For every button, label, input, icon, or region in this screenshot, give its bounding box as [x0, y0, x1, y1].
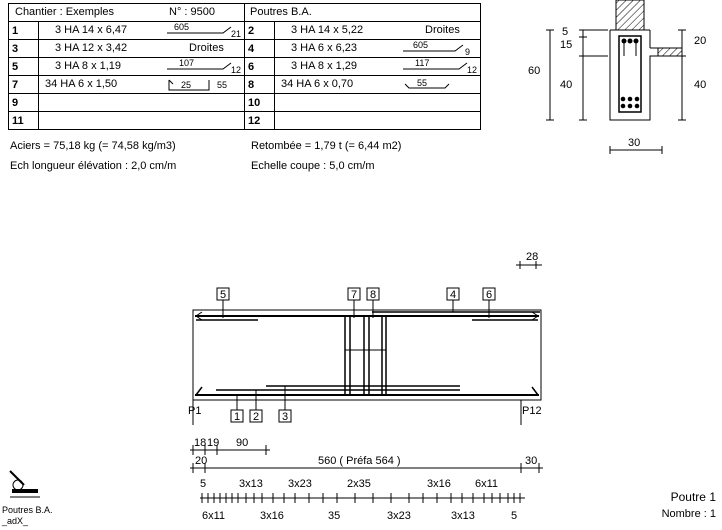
section-scale: Echelle coupe : 5,0 cm/m: [251, 160, 375, 172]
bar-number: 11: [9, 112, 39, 130]
svg-text:3x23: 3x23: [387, 510, 411, 522]
svg-text:3: 3: [282, 411, 289, 423]
bar-description: 34 HA 6 x 1,50 25 55: [39, 76, 245, 94]
svg-text:1: 1: [234, 411, 241, 423]
svg-text:30: 30: [628, 137, 641, 149]
support-left: P1: [188, 405, 202, 417]
svg-text:605: 605: [413, 40, 429, 50]
svg-text:3x13: 3x13: [239, 478, 263, 490]
svg-text:6x11: 6x11: [475, 478, 499, 490]
svg-text:18: 18: [194, 437, 207, 449]
bar-description: [39, 112, 245, 130]
bar-number: 7: [9, 76, 39, 94]
svg-text:20: 20: [195, 455, 208, 467]
bar-number: 1: [9, 22, 39, 40]
bar-number: 3: [9, 40, 39, 58]
bar-description: 3 HA 14 x 5,22 Droites: [275, 22, 481, 40]
beam-count: Nombre : 1: [661, 508, 716, 520]
bar-number: 10: [245, 94, 275, 112]
svg-text:3x16: 3x16: [260, 510, 284, 522]
header-title-cell: [245, 4, 481, 22]
svg-text:21: 21: [231, 29, 242, 39]
bar-description: 3 HA 6 x 6,23 605 9: [275, 40, 481, 58]
svg-text:5: 5: [220, 289, 227, 301]
svg-text:107: 107: [179, 58, 195, 68]
bar-number: 6: [245, 58, 275, 76]
bar-description: [275, 112, 481, 130]
svg-text:30: 30: [525, 455, 538, 467]
steel-weight: Aciers = 75,18 kg (= 74,58 kg/m3): [10, 140, 176, 152]
support-right: P12: [522, 405, 542, 417]
bar-shape-1: [159, 22, 244, 39]
tag-6: [483, 288, 495, 301]
bar-number: 9: [9, 94, 39, 112]
steel-schedule-table: [8, 3, 481, 130]
bar-number: 4: [245, 40, 275, 58]
svg-text:5: 5: [200, 478, 207, 490]
bar-description: 34 HA 6 x 0,70 55: [275, 76, 481, 94]
svg-text:55: 55: [217, 80, 228, 90]
svg-text:90: 90: [236, 437, 249, 449]
tag-3: [279, 410, 291, 423]
bar-shape-8: [395, 76, 480, 93]
svg-text:55: 55: [417, 78, 428, 88]
bar-shape-5: [159, 58, 244, 75]
svg-text:6: 6: [486, 289, 493, 301]
tag-8: [367, 288, 379, 301]
tag-7: [348, 288, 360, 301]
bar-description: 3 HA 8 x 1,19 107 12: [39, 58, 245, 76]
drop-weight: Retombée = 1,79 t (= 6,44 m2): [251, 140, 402, 152]
svg-text:7: 7: [351, 289, 358, 301]
bar-description: 3 HA 12 x 3,42 Droites: [39, 40, 245, 58]
app-logo-icon: [6, 467, 42, 499]
header-cell: [9, 4, 245, 22]
bar-number: 2: [245, 22, 275, 40]
number-label: N° : 9500: [169, 6, 215, 18]
bar-number: 5: [9, 58, 39, 76]
svg-text:40: 40: [560, 79, 573, 91]
svg-text:3x23: 3x23: [288, 478, 312, 490]
svg-text:19: 19: [207, 437, 220, 449]
svg-text:2x35: 2x35: [347, 478, 371, 490]
tag-4: [447, 288, 459, 301]
bar-number: 12: [245, 112, 275, 130]
svg-text:12: 12: [231, 65, 242, 75]
svg-text:4: 4: [450, 289, 457, 301]
tag-5: [217, 288, 229, 301]
svg-text:20: 20: [694, 35, 707, 47]
svg-text:117: 117: [415, 58, 430, 68]
bar-shape-7: [159, 76, 244, 93]
svg-text:5: 5: [562, 26, 569, 38]
bar-number: 8: [245, 76, 275, 94]
svg-text:3x16: 3x16: [427, 478, 451, 490]
bar-description: 3 HA 8 x 1,29 117 12: [275, 58, 481, 76]
svg-text:12: 12: [467, 65, 478, 75]
tag-1: [231, 410, 243, 423]
site-label: Chantier : Exemples: [15, 6, 115, 18]
svg-text:6x11: 6x11: [202, 510, 226, 522]
app-name: Poutres B.A.: [2, 505, 53, 515]
svg-text:28: 28: [526, 251, 539, 263]
svg-text:3x13: 3x13: [451, 510, 475, 522]
bar-shape-6: [395, 58, 480, 75]
svg-text:40: 40: [694, 79, 707, 91]
cross-section-drawing: [520, 0, 720, 160]
beam-elevation-drawing: [180, 240, 550, 530]
svg-text:25: 25: [181, 80, 192, 90]
bar-description: 3 HA 14 x 6,47 605 21: [39, 22, 245, 40]
schedule-title: Poutres B.A.: [250, 6, 312, 18]
svg-text:605: 605: [174, 22, 190, 32]
svg-text:5: 5: [511, 510, 518, 522]
elevation-scale: Ech longueur élévation : 2,0 cm/m: [10, 160, 177, 172]
svg-text:35: 35: [328, 510, 341, 522]
app-user: _adX_: [2, 516, 29, 526]
bar-description: [275, 94, 481, 112]
svg-text:9: 9: [465, 47, 471, 57]
bar-shape-4: [395, 40, 480, 57]
beam-label: Poutre 1: [670, 490, 716, 504]
bar-description: [39, 94, 245, 112]
svg-text:60: 60: [528, 65, 541, 77]
svg-text:2: 2: [253, 411, 260, 423]
tag-2: [250, 410, 262, 423]
svg-text:560 ( Préfa 564 ): 560 ( Préfa 564 ): [318, 455, 401, 467]
svg-text:8: 8: [370, 289, 377, 301]
svg-text:15: 15: [560, 39, 573, 51]
